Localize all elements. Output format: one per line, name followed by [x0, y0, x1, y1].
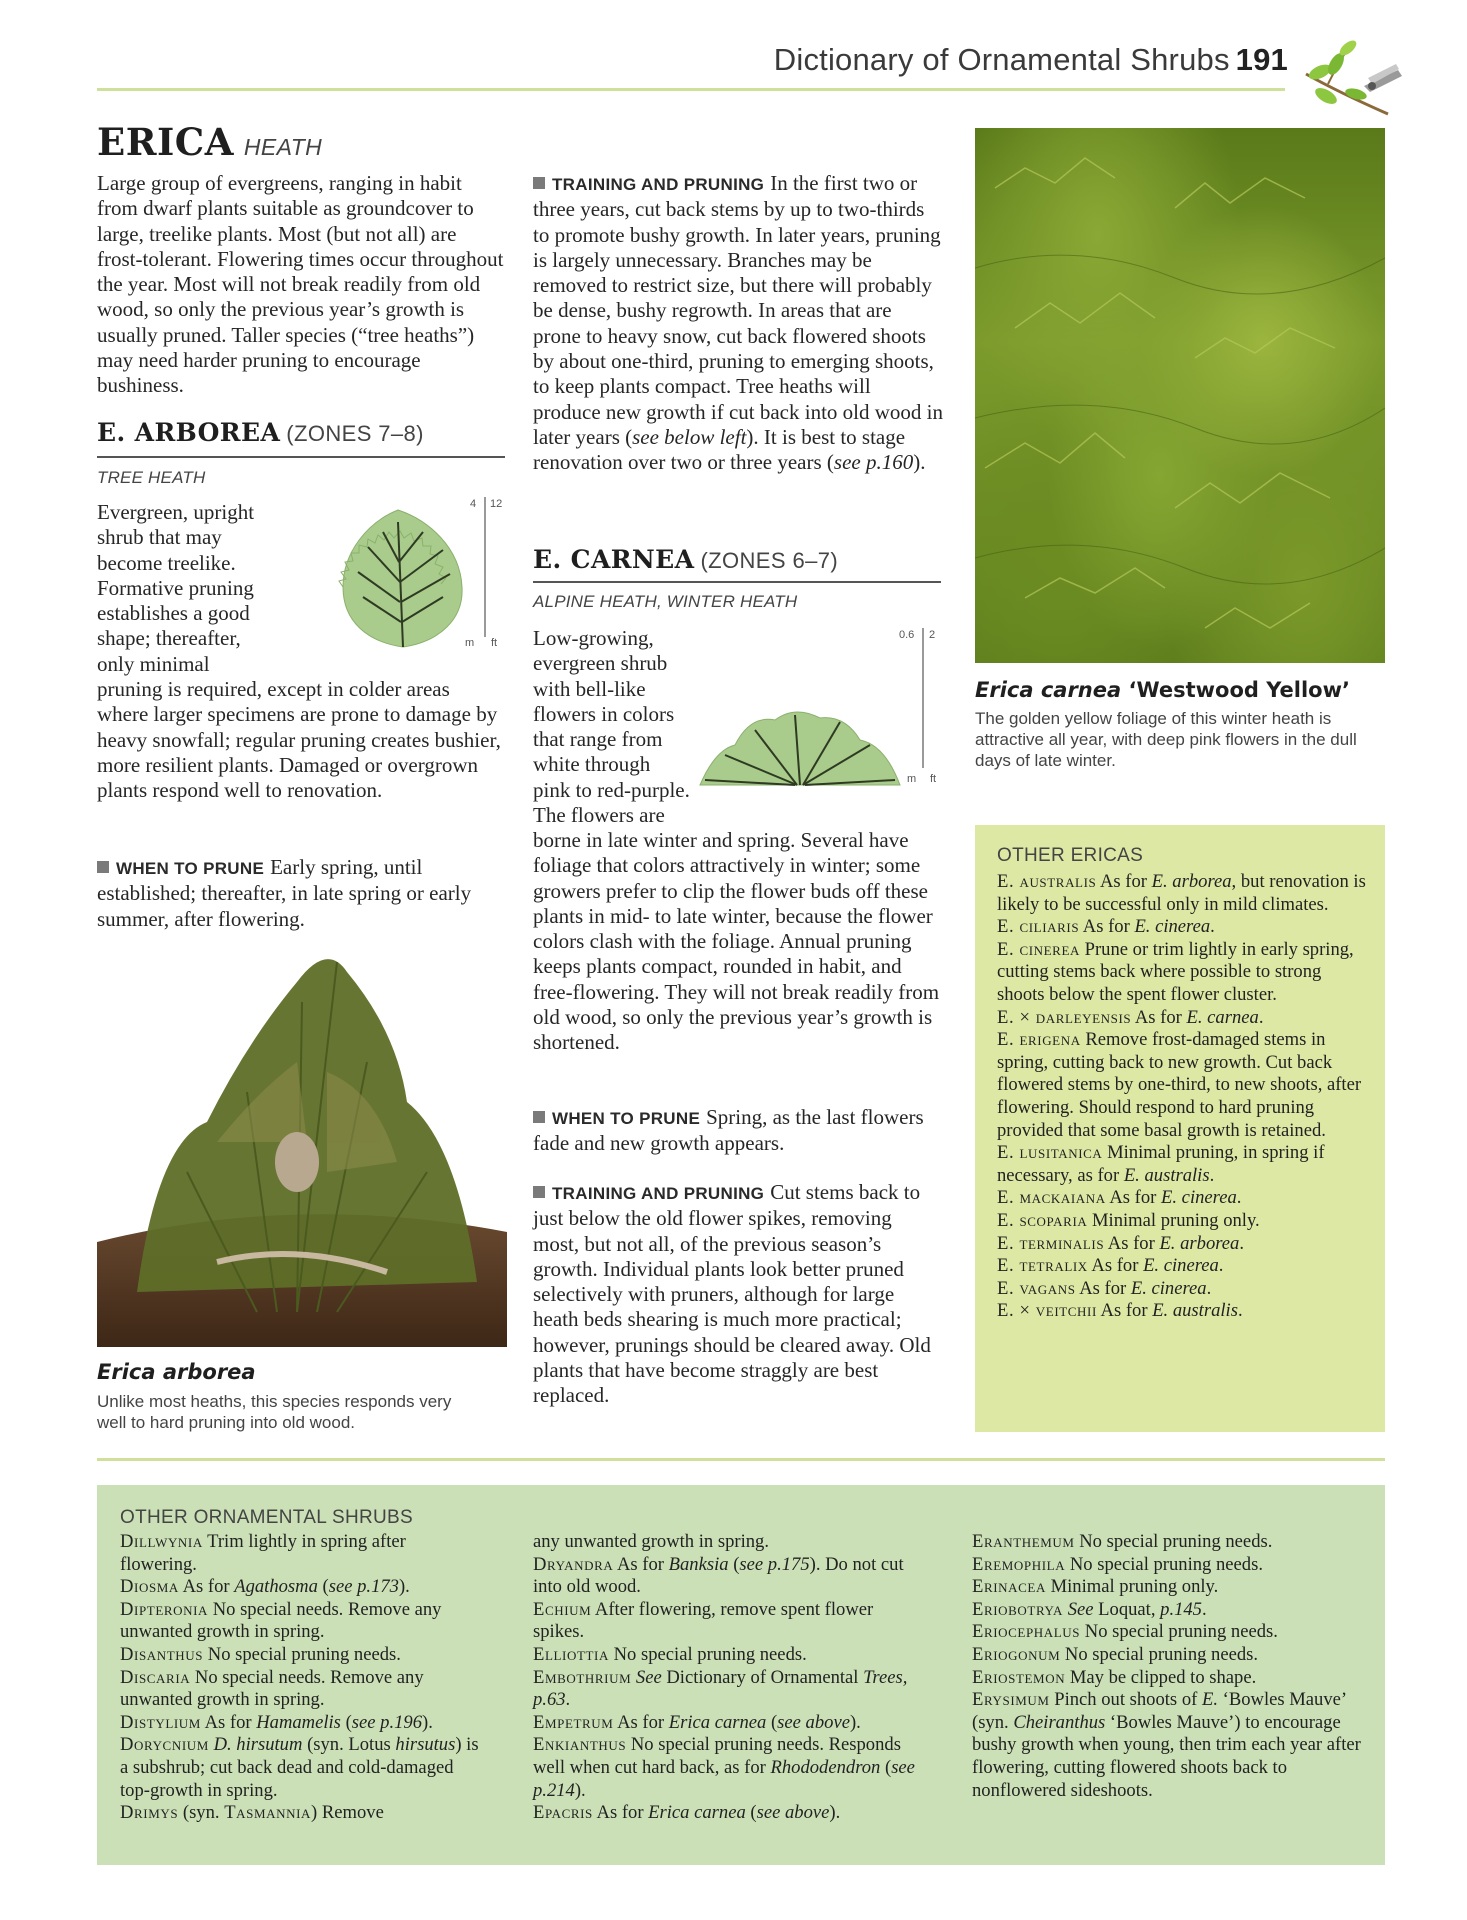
shrub-entry [533, 1667, 928, 1712]
carnea-name: E. CARNEA [533, 545, 695, 574]
cross-reference: E. carnea [1186, 1006, 1259, 1028]
erica-entry-name: E. australis [997, 871, 1097, 892]
shrub-entry-text: ). [398, 1576, 410, 1598]
shrub-entry-text: ). [574, 1779, 586, 1801]
shrub-entry [972, 1531, 1367, 1554]
italic-text: See [635, 1666, 662, 1688]
shrub-entry-text: ). [849, 1711, 861, 1733]
carnea-zones: (ZONES 6–7) [700, 548, 839, 573]
italic-text: see above [777, 1711, 850, 1733]
shrub-entry-name: Erysimum [972, 1689, 1050, 1711]
other-shrubs-title: OTHER ORNAMENTAL SHRUBS [120, 1507, 413, 1528]
shrub-entry [533, 1599, 928, 1644]
height-scale-bar [922, 628, 924, 768]
shrub-entry-name: Erinacea [972, 1576, 1046, 1598]
other-ericas-list [997, 871, 1372, 1323]
erica-entry-text: . [1236, 1187, 1242, 1209]
carnea-common-name: ALPINE HEATH, WINTER HEATH [533, 592, 798, 611]
arborea-common-name: TREE HEATH [97, 468, 206, 487]
header-rule [97, 88, 1285, 91]
italic-text: Cheiranthus [1013, 1711, 1106, 1733]
scale-ft-value: 12 [490, 498, 503, 510]
shrub-entry-text: Loquat, [1093, 1598, 1161, 1620]
other-shrubs-box [97, 1485, 1385, 1865]
shrub-entry-text: (syn. Lotus [302, 1734, 396, 1756]
carnea-training-pruning [533, 1180, 943, 1409]
shrub-entry-text: (syn. [182, 1802, 225, 1824]
shrub-entry [972, 1689, 1367, 1802]
shrub-entry [120, 1531, 482, 1576]
carnea-when-to-prune [533, 1105, 943, 1157]
training-label: TRAINING AND PRUNING [552, 1184, 765, 1203]
running-header [0, 42, 1288, 78]
when-label: WHEN TO PRUNE [552, 1109, 701, 1128]
italic-text: E. [1201, 1689, 1218, 1711]
erica-entry-text: . [1209, 1164, 1215, 1186]
westwood-caption: The golden yellow foliage of this winter heath is attractive all year, with deep pink flowers in the dull days of late winter. [975, 709, 1357, 770]
shrub-entry-text: ‘Bowles Mauve’ (syn. [972, 1689, 1346, 1733]
erica-entry-text: As for [1079, 1277, 1131, 1299]
shrub-entry-text: ‘Bowles Mauve’) to encourage bushy growth when young, then trim each year after flowering, cutting flowered shoots back to nonflowered sideshoots. [972, 1711, 1361, 1801]
erica-entry [997, 1300, 1372, 1323]
shrub-entry [533, 1644, 928, 1667]
erica-entry-text: As for [1100, 871, 1152, 892]
erica-entry-text: . [1239, 1232, 1244, 1254]
other-shrubs-column-3 [972, 1531, 1367, 1802]
erica-entry-text: Minimal pruning, in spring if necessary, as for [997, 1142, 1325, 1186]
scale-unit-ft: ft [491, 637, 498, 649]
shrub-entry [972, 1644, 1367, 1667]
shrub-entry [120, 1734, 482, 1802]
shrub-entry [972, 1667, 1367, 1690]
cross-reference: E. australis [1123, 1164, 1210, 1186]
shrub-entry [120, 1599, 482, 1644]
text-line: pink to red-purple. [533, 777, 690, 802]
shrub-entry-name: Empetrum [533, 1711, 614, 1733]
italic-text: Erica carnea [668, 1711, 767, 1733]
when-text: Early spring, until established; thereafter, in late spring or early summer, after flowering. [97, 855, 472, 931]
bullet-square-icon [533, 177, 545, 189]
erica-entry-text: . [1258, 1006, 1264, 1028]
shrub-entry-text: any unwanted growth in spring. [533, 1531, 769, 1552]
other-ericas-box [975, 825, 1385, 1432]
cross-reference: E. cinerea [1130, 1277, 1207, 1299]
text-line: The flowers are [533, 803, 665, 828]
tree-heath-silhouette-icon [338, 502, 468, 652]
shrub-entry-name: Drimys [120, 1802, 179, 1824]
shrub-entry [972, 1576, 1367, 1599]
erica-entry-name: E. scoparia [997, 1209, 1088, 1231]
shrub-entry-name: Discaria [120, 1666, 191, 1688]
arborea-desc-rest: pruning is required, except in colder areas where larger specimens are prone to damage by heavy snowfall; regular pruning creates bushier, more resilient plants. Damaged or overgrown plants respond well to renovation. [97, 677, 501, 803]
erica-entry-text: . [1206, 1277, 1212, 1299]
training-pruning-1 [533, 171, 943, 476]
shrub-entry [533, 1712, 928, 1735]
shrub-entry-name: Distylium [120, 1711, 201, 1733]
shrub-entry-text: No special pruning needs. [1069, 1553, 1263, 1575]
erica-entry-text: As for [1109, 1187, 1162, 1209]
shrub-entry-text: No special pruning needs. Responds well when cut hard back, as for [533, 1734, 901, 1778]
training-label: TRAINING AND PRUNING [552, 175, 765, 194]
carnea-desc-rest: borne in late winter and spring. Several have foliage that colors attractively in winter; some growers prefer to clip the flower buds off these plants in mid- to late winter, because the flower colors clash with the foliage. Annual pruning keeps plants compact, rounded in habit, and free-flowering. They will not break readily from old wood, so only the previous year’s growth is shortened. [533, 828, 940, 1055]
erica-entry-text: , but renovation is likely to be successful only in mild climates. [997, 871, 1366, 915]
italic-text: Trees, p.63 [533, 1666, 908, 1711]
cross-reference: see below left [632, 424, 747, 449]
erica-entry-name: E. × darleyensis [997, 1006, 1132, 1028]
text-line: only minimal [97, 651, 210, 676]
text-line: Evergreen, upright [97, 500, 255, 524]
shrub-entry-name: Eriogonum [972, 1643, 1061, 1665]
westwood-caption-title [975, 678, 1350, 702]
text-line: shrub that may [97, 525, 222, 550]
erica-entry-text: . [1237, 1300, 1243, 1322]
shrub-entry-text: ) is a subshrub; cut back dead and cold-damaged top-growth in spring. [120, 1734, 479, 1801]
italic-text: D. hirsutum [213, 1734, 303, 1756]
training-text: ). [913, 450, 926, 475]
shrub-entry-text: Minimal pruning only. [1050, 1576, 1219, 1598]
erica-entry-text: As for [1100, 1300, 1153, 1322]
shrub-entry [120, 1667, 482, 1712]
italic-text: See [1067, 1598, 1094, 1620]
text-line: white through [533, 752, 651, 777]
shrub-entry-name: Dorycnium [120, 1734, 209, 1756]
shrub-entry-name: Eriobotrya [972, 1598, 1064, 1620]
shrub-entry-text: As for [182, 1576, 235, 1598]
erica-entry-text: As for [1082, 916, 1135, 938]
italic-text: see p.196 [351, 1711, 422, 1733]
erica-entry [997, 1255, 1372, 1278]
genus-name: ERICA [97, 120, 234, 164]
cross-reference: E. arborea [1151, 871, 1232, 892]
cross-reference: E. cinerea [1134, 916, 1211, 938]
erica-entry [997, 1007, 1372, 1030]
text-line: become treelike. [97, 550, 236, 575]
erica-entry [997, 916, 1372, 939]
training-text: In the first two or three years, cut back stems by up to two-thirds to promote bushy growth. In later years, pruning is largely unnecessary. Branches may be removed to restrict size, but there will probably be dense, bushy regrowth. In areas that are prone to heavy snow, cut back flowered shoots by about one-third, pruning to emerging shoots, to keep plants compact. Tree heaths will produce new growth if cut back into old wood in later years ( [533, 171, 943, 449]
scale-ft-value: 2 [929, 629, 936, 641]
training-text: Cut stems back to just below the old flower spikes, removing most, but not all, of the previous season’s growth. Individual plants look better pruned selectively with pruners, although for large heath beds shearing is much more practical; however, prunings should be cleared away. Old plants that have become straggly are best replaced. [533, 1180, 931, 1408]
page-number: 191 [1235, 42, 1288, 77]
shrub-entry [120, 1802, 482, 1825]
erica-entry [997, 939, 1372, 1007]
erica-entry-name: E. lusitanica [997, 1142, 1103, 1164]
genus-common-name: HEATH [243, 134, 323, 160]
other-ericas-title: OTHER ERICAS [997, 845, 1144, 866]
erica-entry-text: As for [1134, 1006, 1187, 1028]
other-shrubs-column-1 [120, 1531, 482, 1825]
caption-cultivar: ‘Westwood Yellow’ [1121, 678, 1350, 702]
erica-entry [997, 1233, 1372, 1256]
arborea-photo-caption-title: Erica arborea [97, 1360, 256, 1384]
erica-entry-name: E. cinerea [997, 938, 1080, 960]
shrub-entry-name: Disanthus [120, 1643, 204, 1665]
italic-text: hirsutus [395, 1734, 456, 1756]
bullet-square-icon [533, 1186, 545, 1198]
shrub-entry [972, 1599, 1367, 1622]
arborea-name: E. ARBOREA [97, 418, 281, 447]
erica-entry-text: As for [1107, 1232, 1160, 1254]
shrub-entry-text: ( [317, 1576, 329, 1598]
text-line: shape; thereafter, [97, 626, 241, 651]
shrub-entry-text: No special needs. Remove any unwanted growth in spring. [120, 1666, 424, 1711]
when-text: Spring, as the last flowers fade and new growth appears. [533, 1105, 924, 1156]
genus-heading [97, 120, 322, 164]
italic-text: Erica carnea [648, 1802, 746, 1824]
cross-reference: E. cinerea [1143, 1255, 1219, 1277]
shrub-entry-text: No special pruning needs. [1079, 1531, 1273, 1552]
erica-entry [997, 1187, 1372, 1210]
arborea-rule [97, 456, 505, 458]
bullet-square-icon [533, 1111, 545, 1123]
erica-entry [997, 1210, 1372, 1233]
genus-intro: Large group of evergreens, ranging in habit from dwarf plants suitable as groundcover to large, treelike plants. Most (but not all) are frost-tolerant. Flowering times occur throughout the year. Most will not break readily from old wood, so only the previous year’s growth is usually pruned. Taller species (“tree heaths”) may need harder pruning to encourage bushiness. [97, 171, 504, 398]
text-line: flowers in colors [533, 701, 675, 726]
arborea-desc-wrap [97, 500, 327, 677]
shrub-entry-name: Enkianthus [533, 1734, 627, 1756]
shrub-entry-text: ( [880, 1756, 892, 1778]
cross-reference: E. australis [1152, 1300, 1238, 1322]
text-line: Formative pruning [97, 575, 254, 600]
shrub-entry-text: As for [617, 1711, 669, 1733]
shrub-entry [533, 1734, 928, 1802]
erica-entry-name: E. erigena [997, 1029, 1081, 1051]
carnea-rule [533, 581, 941, 583]
erica-carnea-westwood-yellow-photo [975, 128, 1385, 663]
erica-entry-name: E. tetralix [997, 1255, 1088, 1277]
cross-reference: see p.160 [833, 450, 914, 475]
bullet-square-icon [97, 861, 109, 873]
shrub-entry-name: Dillwynia [120, 1531, 203, 1552]
italic-text: see p.214 [533, 1756, 915, 1801]
scale-unit-ft: ft [930, 773, 937, 785]
header-title: Dictionary of Ornamental Shrubs [773, 42, 1230, 77]
shrub-entry-text: Pinch out shoots of [1054, 1689, 1202, 1711]
shrub-entry-text: ). [829, 1802, 841, 1824]
shrub-entry-name: Dipteronia [120, 1598, 209, 1620]
shrub-entry-text: ( [745, 1802, 757, 1824]
text-line: establishes a good [97, 601, 250, 626]
erica-entry-name: E. mackaiana [997, 1187, 1106, 1209]
arborea-heading [97, 418, 424, 447]
erica-arborea-photo [97, 942, 507, 1347]
erica-entry-text: . [1218, 1255, 1224, 1277]
erica-entry-text: . [1210, 916, 1215, 938]
arborea-zones: (ZONES 7–8) [286, 421, 424, 446]
arborea-when-to-prune [97, 855, 505, 932]
shrub-entry-name: Diosma [120, 1576, 179, 1598]
shrub-entry [120, 1576, 482, 1599]
shrub-entry [972, 1554, 1367, 1577]
shrub-entry-text: No special pruning needs. [1084, 1621, 1278, 1643]
shrub-entry-name: Echium [533, 1598, 592, 1620]
when-label: WHEN TO PRUNE [116, 859, 265, 878]
scale-m-value: 0.6 [899, 629, 915, 641]
shrub-entry-text: ( [766, 1711, 778, 1733]
shrub-entry-text: ( [728, 1553, 740, 1575]
erica-entry-name: E. × veitchii [997, 1300, 1097, 1322]
pruning-shears-branch-icon [1298, 34, 1408, 124]
italic-text: Banksia [668, 1553, 729, 1575]
shrub-entry-text: After flowering, remove spent flower spikes. [533, 1598, 874, 1643]
erica-entry-name: E. vagans [997, 1277, 1076, 1299]
caption-species: Erica carnea [975, 678, 1122, 702]
erica-entry-name: E. ciliaris [997, 916, 1080, 938]
italic-text: Agathosma [234, 1576, 318, 1598]
cross-reference: E. cinerea [1161, 1187, 1237, 1209]
erica-entry-text: Prune or trim lightly in early spring, cutting stems back where possible to strong shoots below the spent flower cluster. [997, 938, 1354, 1005]
scale-m-value: 4 [470, 498, 477, 510]
shrub-entry-text: Trim lightly in spring after flowering. [120, 1531, 406, 1575]
shrub-entry-text: ). Do not cut into old wood. [533, 1553, 904, 1598]
italic-text: see p.173 [328, 1576, 399, 1598]
erica-entry-text: As for [1091, 1255, 1144, 1277]
italic-text: Hamamelis [256, 1711, 341, 1733]
shrub-entry-text: No special pruning needs. [613, 1643, 807, 1665]
shrub-entry-text: No special pruning needs. [207, 1643, 401, 1665]
shrub-entry [533, 1554, 928, 1599]
shrub-entry-text: ( [340, 1711, 352, 1733]
shrub-entry [533, 1531, 928, 1554]
shrub-entry-name: Dryandra [533, 1553, 614, 1575]
shrub-entry-text: . [565, 1689, 571, 1711]
text-line: that range from [533, 727, 663, 752]
shrub-entry-name: Eremophila [972, 1553, 1066, 1575]
shrub-entry-name: Elliottia [533, 1643, 609, 1665]
shrub-entry [120, 1644, 482, 1667]
scale-unit-m: m [465, 637, 475, 649]
italic-text: Rhododendron [770, 1756, 881, 1778]
footer-rule [97, 1458, 1385, 1461]
shrub-entry-text: Dictionary of Ornamental [661, 1666, 864, 1688]
erica-entry [997, 1029, 1372, 1142]
shrub-entry [120, 1712, 482, 1735]
shrub-entry-name: Embothrium [533, 1666, 632, 1688]
shrub-synonym: Tasmannia [224, 1802, 312, 1824]
carnea-heading [533, 545, 838, 574]
shrub-entry-text: As for [204, 1711, 257, 1733]
erica-entry-text: Minimal pruning only. [1092, 1209, 1260, 1231]
shrub-entry-text: ). [422, 1711, 433, 1733]
italic-text: p.145 [1160, 1598, 1202, 1620]
shrub-entry-text: May be clipped to shape. [1069, 1666, 1257, 1688]
shrub-entry-text: As for [616, 1553, 669, 1575]
shrub-entry-text: . [1201, 1598, 1207, 1620]
text-line: Low-growing, [533, 626, 654, 650]
height-scale-bar [484, 497, 486, 637]
text-line: evergreen shrub [533, 651, 668, 676]
shrub-entry-text: No special pruning needs. [1064, 1643, 1259, 1665]
other-shrubs-column-2 [533, 1531, 928, 1825]
shrub-entry-name: Eriostemon [972, 1666, 1066, 1688]
training-text: ). It is best to stage renovation over two or three years ( [533, 424, 906, 475]
shrub-entry [533, 1802, 928, 1825]
text-line: with bell-like [533, 676, 646, 701]
shrub-entry-text: No special needs. Remove any unwanted growth in spring. [120, 1598, 442, 1643]
italic-text: see above [756, 1802, 830, 1824]
winter-heath-silhouette-icon [695, 700, 905, 790]
shrub-entry-text: ) Remove [311, 1802, 384, 1824]
scale-unit-m: m [907, 773, 917, 785]
shrub-entry-name: Eriocephalus [972, 1621, 1081, 1643]
shrub-entry-text: As for [596, 1802, 649, 1824]
erica-entry [997, 1278, 1372, 1301]
italic-text: see p.175 [739, 1553, 810, 1575]
shrub-entry [972, 1621, 1367, 1644]
cross-reference: E. arborea [1159, 1232, 1240, 1254]
erica-entry-name: E. terminalis [997, 1232, 1105, 1254]
shrub-entry-name: Epacris [533, 1802, 593, 1824]
erica-entry-text: Remove frost-damaged stems in spring, cutting back to new growth. Cut back flowered stems by one-third, to new shoots, after flowering. Should respond to hard pruning provided that some basal growth is retained. [997, 1029, 1362, 1141]
arborea-photo-caption: Unlike most heaths, this species responds very well to hard pruning into old wood. [97, 1392, 452, 1432]
erica-entry [997, 1142, 1372, 1187]
erica-entry [997, 871, 1372, 916]
shrub-entry-name: Eranthemum [972, 1531, 1075, 1552]
